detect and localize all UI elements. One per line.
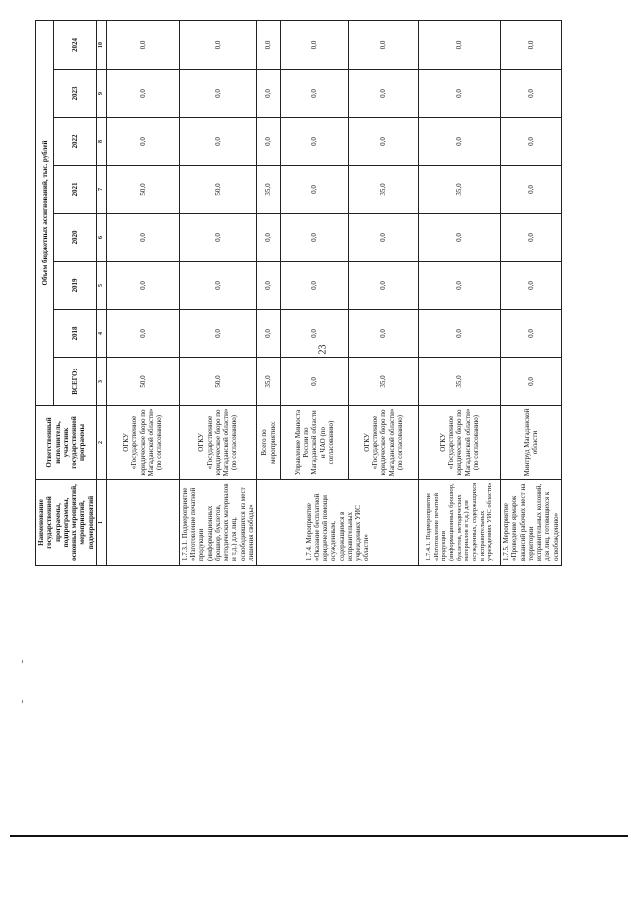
table-row	[419, 20, 501, 565]
executor: ОГКУ «Государственное юридическое бюро по Магаданской области» (по согласованию)	[349, 406, 419, 480]
value-2023: 0,0	[281, 70, 349, 118]
executor: Всего по мероприятию:	[257, 406, 281, 480]
value-2019: 0,0	[349, 262, 419, 310]
col-number: 9	[96, 70, 106, 118]
program-name: 1.7.4. Мероприятие «Оказание бесплатной юридической помощи осужденным, содержащимся в исправительных учреждениях УИС области»	[257, 480, 419, 566]
margin-mark	[22, 700, 23, 703]
value-total: 50,0	[106, 358, 179, 406]
budget-table-rotated	[35, 21, 560, 566]
value-2020: 0,0	[349, 214, 419, 262]
value-2022: 0,0	[281, 118, 349, 166]
header-total: ВСЕГО:	[54, 358, 96, 406]
value-2019: 0,0	[257, 262, 281, 310]
value-2019: 0,0	[419, 262, 501, 310]
value-2024: 0,0	[349, 20, 419, 69]
value-2024: 0,0	[106, 20, 179, 69]
value-2018: 0,0	[419, 310, 501, 358]
header-name: Наименование государственной программы, подпрограммы, основных мероприятий, мероприятий, подмероприятий	[36, 480, 97, 566]
value-total: 35,0	[349, 358, 419, 406]
value-2018: 0,0	[501, 310, 562, 358]
value-2023: 0,0	[106, 70, 179, 118]
value-2023: 0,0	[501, 70, 562, 118]
table-row	[501, 20, 562, 565]
col-number: 4	[96, 310, 106, 358]
value-2018: 0,0	[349, 310, 419, 358]
value-2022: 0,0	[106, 118, 179, 166]
value-2024: 0,0	[501, 20, 562, 69]
executor: Минтруд Магаданской области	[501, 406, 562, 480]
executor: ОГКУ «Государственное юридическое бюро по Магаданской области» (по согласованию)	[179, 406, 256, 480]
executor: ОГКУ «Государственное юридическое бюро по Магаданской области» (по согласованию)	[106, 406, 179, 480]
horizontal-rule	[10, 835, 628, 837]
col-number: 1	[96, 480, 106, 566]
value-2020: 0,0	[106, 214, 179, 262]
value-total: 35,0	[419, 358, 501, 406]
value-2019: 0,0	[179, 262, 256, 310]
header-executor: Ответственный исполнитель, участник государственной программы	[36, 406, 97, 480]
value-2021: 35,0	[257, 166, 281, 214]
value-2023: 0,0	[179, 70, 256, 118]
col-number: 7	[96, 166, 106, 214]
value-2020: 0,0	[281, 214, 349, 262]
table-row	[257, 20, 281, 565]
value-2021: 35,0	[349, 166, 419, 214]
value-2022: 0,0	[179, 118, 256, 166]
budget-table	[35, 20, 562, 566]
executor: Управление Минюста России по Магаданской области и ЧАО (по согласованию)	[281, 406, 349, 480]
col-number: 8	[96, 118, 106, 166]
value-total: 50,0	[179, 358, 256, 406]
col-number: 6	[96, 214, 106, 262]
value-2018: 0,0	[281, 310, 349, 358]
header-year-2018: 2018	[54, 310, 96, 358]
value-2018: 0,0	[179, 310, 256, 358]
col-number: 3	[96, 358, 106, 406]
value-2018: 0,0	[257, 310, 281, 358]
program-name	[106, 480, 179, 566]
col-number: 10	[96, 20, 106, 69]
value-2022: 0,0	[501, 118, 562, 166]
value-total: 0,0	[281, 358, 349, 406]
header-year-2023: 2023	[54, 70, 96, 118]
table-row	[179, 20, 256, 565]
col-number: 2	[96, 406, 106, 480]
page-number: 23	[317, 344, 329, 355]
col-number: 5	[96, 262, 106, 310]
header-year-2019: 2019	[54, 262, 96, 310]
value-2020: 0,0	[257, 214, 281, 262]
header-budget: Объем бюджетных ассигнований, тыс. рублей	[36, 20, 54, 405]
header-year-2022: 2022	[54, 118, 96, 166]
program-name: 1.7.3.1. Подмероприятие «Изготовление печатной продукции (информационных брошюр, буклетов, методических материалов и т.д.) для лиц, освободившихся из мест лишения свободы»	[179, 480, 256, 566]
header-year-2021: 2021	[54, 166, 96, 214]
value-2023: 0,0	[257, 70, 281, 118]
value-total: 0,0	[501, 358, 562, 406]
value-2021: 0,0	[281, 166, 349, 214]
value-2021: 50,0	[106, 166, 179, 214]
header-year-2020: 2020	[54, 214, 96, 262]
value-2022: 0,0	[257, 118, 281, 166]
value-2019: 0,0	[281, 262, 349, 310]
value-2024: 0,0	[419, 20, 501, 69]
value-total: 35,0	[257, 358, 281, 406]
value-2021: 50,0	[179, 166, 256, 214]
value-2019: 0,0	[106, 262, 179, 310]
value-2024: 0,0	[281, 20, 349, 69]
value-2020: 0,0	[179, 214, 256, 262]
value-2023: 0,0	[349, 70, 419, 118]
table-row	[106, 20, 179, 565]
value-2023: 0,0	[419, 70, 501, 118]
margin-mark	[22, 660, 23, 663]
header-year-2024: 2024	[54, 20, 96, 69]
value-2022: 0,0	[419, 118, 501, 166]
value-2019: 0,0	[501, 262, 562, 310]
value-2021: 0,0	[501, 166, 562, 214]
executor: ОГКУ «Государственное юридическое бюро по Магаданской области» (по согласованию)	[419, 406, 501, 480]
value-2024: 0,0	[179, 20, 256, 69]
value-2018: 0,0	[106, 310, 179, 358]
value-2021: 35,0	[419, 166, 501, 214]
program-name: 1.7.4.1. Подмероприятие «Изготовление печатной продукции (информационных брошюр, буклетов, методических материалов и т.д.) для осужденных, содержащихся в исправительных учреждениях УИС области»	[419, 480, 501, 566]
program-name: 1.7.5. Мероприятие «Проведение ярмарок вакансий рабочих мест на территории исправительных колоний, для лиц, готовящихся к освобождению»	[501, 480, 562, 566]
value-2020: 0,0	[419, 214, 501, 262]
value-2022: 0,0	[349, 118, 419, 166]
value-2020: 0,0	[501, 214, 562, 262]
value-2024: 0,0	[257, 20, 281, 69]
